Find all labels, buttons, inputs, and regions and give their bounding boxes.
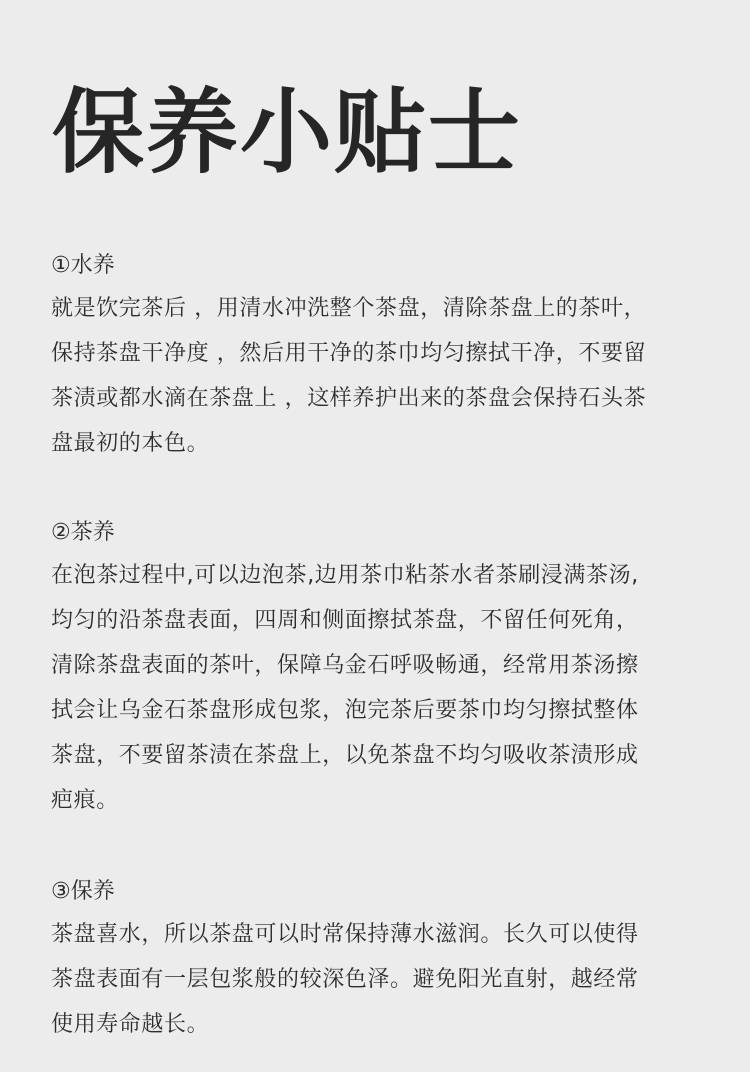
- paragraph-line: 茶渍或都水滴在茶盘上 ，这样养护出来的茶盘会保持石头茶: [51, 386, 647, 411]
- section-tea-care: [51, 513, 723, 823]
- section-heading: ②茶养: [51, 520, 115, 545]
- section-maintenance: [51, 872, 723, 1047]
- section-water-care: [51, 246, 723, 466]
- paragraph-line: 清除茶盘表面的茶叶，保障乌金石呼吸畅通，经常用茶汤擦: [51, 653, 639, 678]
- paragraph-line: 就是饮完茶后 ，用清水冲洗整个茶盘，清除茶盘上的茶叶，: [51, 296, 647, 321]
- paragraph-line: 盘最初的本色。: [51, 431, 210, 456]
- paragraph-line: 茶盘，不要留茶渍在茶盘上，以免茶盘不均匀吸收茶渍形成: [51, 743, 639, 768]
- section-heading: ①水养: [51, 253, 115, 278]
- paragraph-line: 拭会让乌金石茶盘形成包浆，泡完茶后要茶巾均匀擦拭整体: [51, 698, 639, 723]
- paragraph-line: 茶盘喜水，所以茶盘可以时常保持薄水滋润。长久可以使得: [51, 922, 639, 947]
- paragraph-line: 疤痕。: [51, 788, 119, 813]
- paragraph-line: 在泡茶过程中,可以边泡茶,边用茶巾粘茶水者茶刷浸满茶汤,: [51, 563, 639, 588]
- paragraph-line: 使用寿命越长。: [51, 1012, 210, 1037]
- section-heading: ③保养: [51, 879, 115, 904]
- paragraph-line: 茶盘表面有一层包浆般的较深色泽。避免阳光直射，越经常: [51, 967, 639, 992]
- paragraph-line: 均匀的沿茶盘表面，四周和侧面擦拭茶盘，不留任何死角，: [51, 608, 639, 633]
- page-title: 保养小贴士: [52, 79, 523, 186]
- paragraph-line: 保持茶盘干净度 ，然后用干净的茶巾均匀擦拭干净，不要留: [51, 341, 647, 366]
